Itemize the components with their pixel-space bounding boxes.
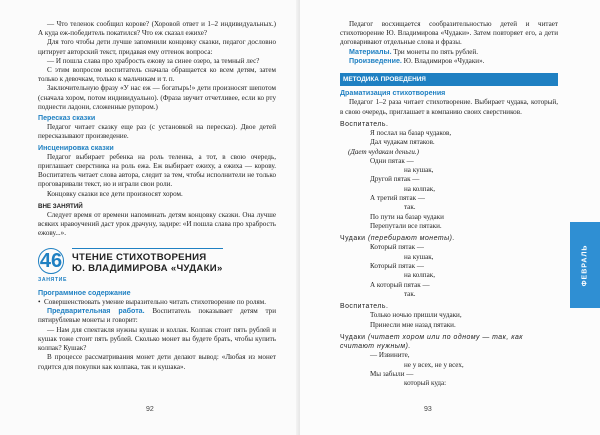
month-side-tab xyxy=(570,222,600,308)
paragraph: С этим вопросом воспитатель сначала обращается ко всем детям, затем только к девочкам, только к мальчикам и т. п. xyxy=(38,66,276,84)
poem-line: Мы забыли — xyxy=(370,369,414,378)
speaker-label: Воспитатель. xyxy=(340,303,389,311)
paragraph: Педагог восхищается сообразительностью детей и читает стихотворение Ю. Владимирова «Чудаки». Затем повторяет его, а дети договаривают отдельные слова и фразы. xyxy=(340,20,558,47)
section-heading: Инсценировка сказки xyxy=(38,143,114,152)
lesson-title-line: Ю. ВЛАДИМИРОВА «ЧУДАКИ» xyxy=(72,262,223,274)
inline-text: Три монеты по пять рублей. xyxy=(391,47,479,56)
poem-line: А третий пятак — xyxy=(370,194,425,203)
poem-stanza xyxy=(370,351,558,388)
poem-stanza xyxy=(370,311,558,330)
poem-line: Только ночью пришли чудаки, xyxy=(370,311,462,320)
poem-line: По пути на базар чудаки xyxy=(370,212,444,221)
section-heading: Программное содержание xyxy=(38,288,131,297)
inline-text: Воспитатель показывает детям три пятирублевые монеты и говорит: xyxy=(38,307,276,325)
lesson-badge xyxy=(38,248,68,285)
month-label: ФЕВРАЛЬ xyxy=(581,244,589,286)
paragraph xyxy=(340,48,558,57)
section-heading: Пересказ сказки xyxy=(38,114,96,123)
poem-line: так. xyxy=(404,289,416,298)
poem-line: Который пятак — xyxy=(370,262,424,270)
poem-stanza xyxy=(370,129,558,148)
section-bar: МЕТОДИКА ПРОВЕДЕНИЯ xyxy=(340,73,558,86)
left-column xyxy=(38,20,276,372)
inline-label: Произведение. xyxy=(349,56,402,65)
lesson-number: 46 xyxy=(39,249,63,272)
poem-line: Перепутали все пятаки. xyxy=(370,221,442,230)
lesson-word: ЗАНЯТИЕ xyxy=(38,276,68,283)
inline-label: Предварительная работа. xyxy=(47,307,145,316)
lesson-title-line: ЧТЕНИЕ СТИХОТВОРЕНИЯ xyxy=(72,251,207,263)
speaker-name: Чудаки xyxy=(340,333,366,341)
poem-line: Другой пятак — xyxy=(370,175,420,184)
poem-line: который куда: xyxy=(404,379,447,388)
lesson-title xyxy=(72,248,223,274)
poem-line: на колпак, xyxy=(404,184,435,193)
paragraph: Концовку сказки все дети произносят хором. xyxy=(47,189,183,198)
poem-line: на колпак, xyxy=(404,271,435,280)
stage-direction: (читает хором или по одному — так, как считают нужным). xyxy=(340,333,524,351)
right-column xyxy=(340,20,558,389)
paragraph: Педагог читает сказку еще раз (с установкой на пересказ). Двое детей пересказывают произведение. xyxy=(38,123,276,141)
poem-line: Одни пятак — xyxy=(370,156,414,165)
paragraph: Следует время от времени напоминать детям концовку сказки. Она лучше всяких нравоучений даст урок драчуну, задире: «И пошла слава про храбрость ежову...». xyxy=(38,211,276,238)
page-number: 93 xyxy=(424,406,432,413)
paragraph: Для того чтобы дети лучше запомнили концовку сказки, педагог дословно цитирует авторский текст, придавая ему оттенок вопроса: xyxy=(38,38,276,56)
bullet-item: • Совершенствовать умение выразительно читать стихотворение по ролям. xyxy=(38,298,276,307)
poem-line: Дал чудакам пятаков. xyxy=(370,138,435,147)
poem-line: А который пятак — xyxy=(370,280,430,289)
poem-line: Который пятак — xyxy=(370,243,424,252)
speaker-label xyxy=(340,333,558,351)
stage-direction: (Дает чудакам деньги.) xyxy=(348,147,420,156)
inline-text: Ю. Владимиров «Чудаки». xyxy=(401,56,485,65)
paragraph: Заключительную фразу «У нас еж — богатырь!» дети произносят шепотом (сначала хором, потом индивидуально). (Фраза звучит отчетливее, если ко рту поднести ладони, сложенные рупором.) xyxy=(38,84,276,111)
poem-line: так. xyxy=(404,203,416,212)
speaker-label: Воспитатель. xyxy=(340,120,389,128)
paragraph: — Что теленок сообщил корове? (Хоровой ответ и 1–2 индивидуальных.) А куда еж-победитель покатился? Что еж сказал ежихе? xyxy=(38,20,276,38)
right-page xyxy=(300,0,600,435)
stage-direction: (перебирают монеты). xyxy=(365,235,455,243)
paragraph xyxy=(38,307,276,325)
inline-label: Материалы. xyxy=(349,47,392,56)
paragraph: Педагог выбирает ребенка на роль теленка, а тот, в свою очередь, приглашает сверстника на роль ежа. Еж выбирает ежиху, а ежиха — корову. Воспитатель читает слова автора, следит за тем, чтобы исполнители не только проговаривали текст, но и играли свои роли. xyxy=(38,152,276,189)
poem-line: — Извините, xyxy=(370,351,410,360)
paragraph: Педагог 1–2 раза читает стихотворение. Выбирает чудака, который, в свою очередь, приглашает в компанию своих сверстников. xyxy=(340,98,558,116)
page-number: 92 xyxy=(146,406,154,413)
speaker-label xyxy=(340,234,558,243)
poem-line: Принесли мне назад пятаки. xyxy=(370,320,456,329)
paragraph: В процессе рассматривания монет дети делают вывод: «Любая из монет годится для покупки как колпака, так и кушака». xyxy=(38,353,276,371)
section-heading: ВНЕ ЗАНЯТИЙ xyxy=(38,202,83,210)
lesson-header xyxy=(38,248,276,285)
poem-line: не у всех, не у всех, xyxy=(404,360,464,369)
paragraph xyxy=(340,57,558,66)
section-heading: Драматизация стихотворения xyxy=(340,89,446,98)
poem-stanza xyxy=(370,243,558,299)
poem-line: на кушак, xyxy=(404,166,434,175)
poem-stanza xyxy=(370,157,558,231)
poem-line: Я послал на базар чудаков, xyxy=(370,129,452,138)
paragraph: — Нам для спектакля нужны кушак и коллак. Колпак стоит пять рублей и кушак тоже стоит пять рублей. Сколько монет вы будете брать, чтобы купить колпак? Кушак? xyxy=(38,325,276,353)
poem-line: на кушак, xyxy=(404,252,434,261)
paragraph: — И пошла слава про храбрость ежову за синее озеро, за темный лес? xyxy=(47,56,260,65)
speaker-name: Чудаки xyxy=(340,235,366,243)
